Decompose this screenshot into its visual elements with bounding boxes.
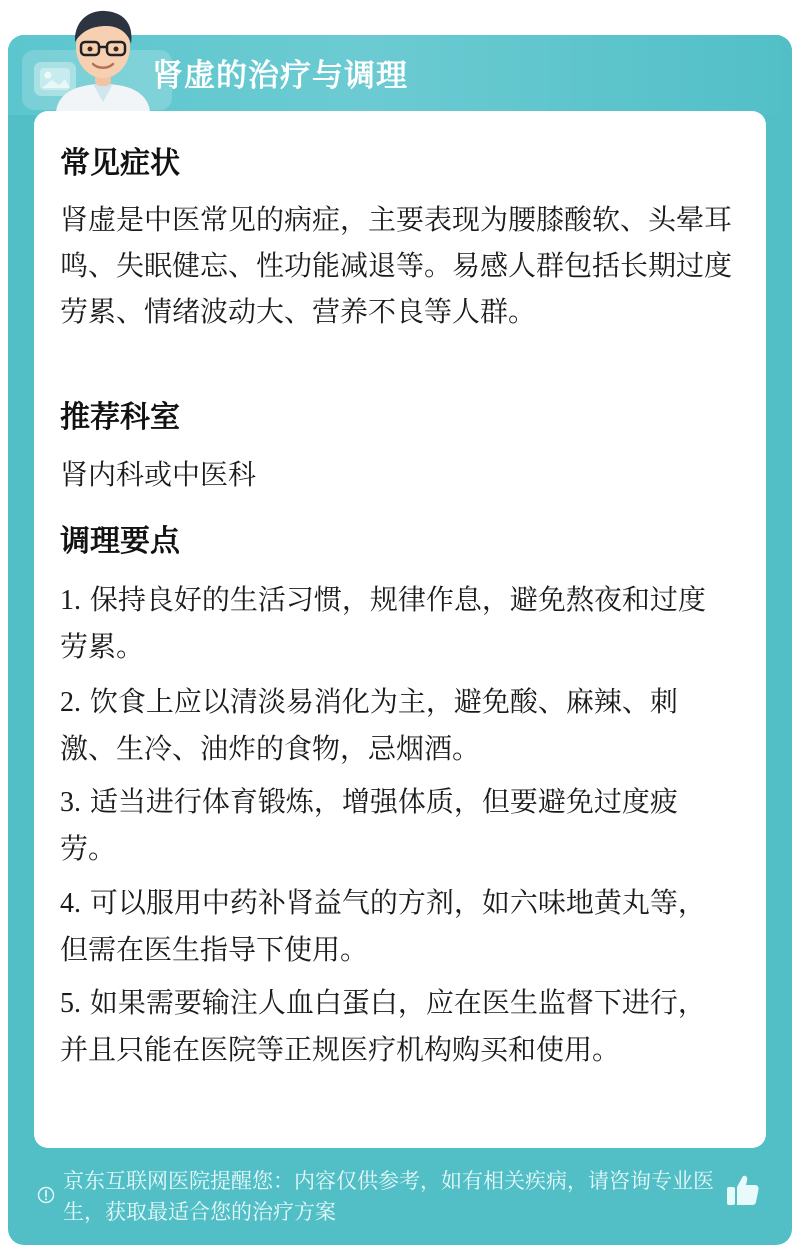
- list-item: [60, 980, 732, 1073]
- list-item: [60, 779, 732, 872]
- list-item-text: 可以服用中药补肾益气的方剂，如六味地黄丸等，但需在医生指导下使用。: [60, 886, 706, 966]
- info-icon: [37, 1186, 55, 1204]
- page-title: 肾虚的治疗与调理: [152, 58, 408, 94]
- department-text: 肾内科或中医科: [60, 458, 257, 491]
- list-item-number: 4.: [60, 888, 81, 919]
- section-title-symptoms: 常见症状: [60, 146, 180, 181]
- section-title-department: 推荐科室: [60, 400, 180, 435]
- section-title-care: 调理要点: [60, 524, 180, 559]
- list-item-number: 3.: [60, 787, 81, 818]
- list-item-text: 保持良好的生活习惯，规律作息，避免熬夜和过度劳累。: [60, 583, 706, 663]
- list-item: [60, 577, 732, 670]
- list-item-number: 2.: [60, 687, 81, 718]
- list-item-number: 1.: [60, 585, 81, 616]
- disclaimer-text: 京东互联网医院提醒您：内容仅供参考，如有相关疾病，请咨询专业医生，获取最适合您的治疗方案: [63, 1169, 714, 1224]
- list-item: [60, 880, 732, 973]
- list-item-number: 5.: [60, 988, 81, 1019]
- list-item-text: 适当进行体育锻炼，增强体质，但要避免过度疲劳。: [60, 785, 678, 865]
- thumbs-up-icon[interactable]: [724, 1172, 760, 1208]
- symptoms-text: 肾虚是中医常见的病症，主要表现为腰膝酸软、头晕耳鸣、失眠健忘、性功能减退等。易感人群包括长期过度劳累、情绪波动大、营养不良等人群。: [60, 203, 733, 328]
- list-item-text: 饮食上应以清淡易消化为主，避免酸、麻辣、刺激、生冷、油炸的食物，忌烟酒。: [60, 685, 678, 765]
- doctor-avatar-icon: [48, 2, 158, 112]
- list-item: [60, 679, 732, 772]
- list-item-text: 如果需要输注人血白蛋白，应在医生监督下进行，并且只能在医院等正规医疗机构购买和使用。: [60, 986, 706, 1066]
